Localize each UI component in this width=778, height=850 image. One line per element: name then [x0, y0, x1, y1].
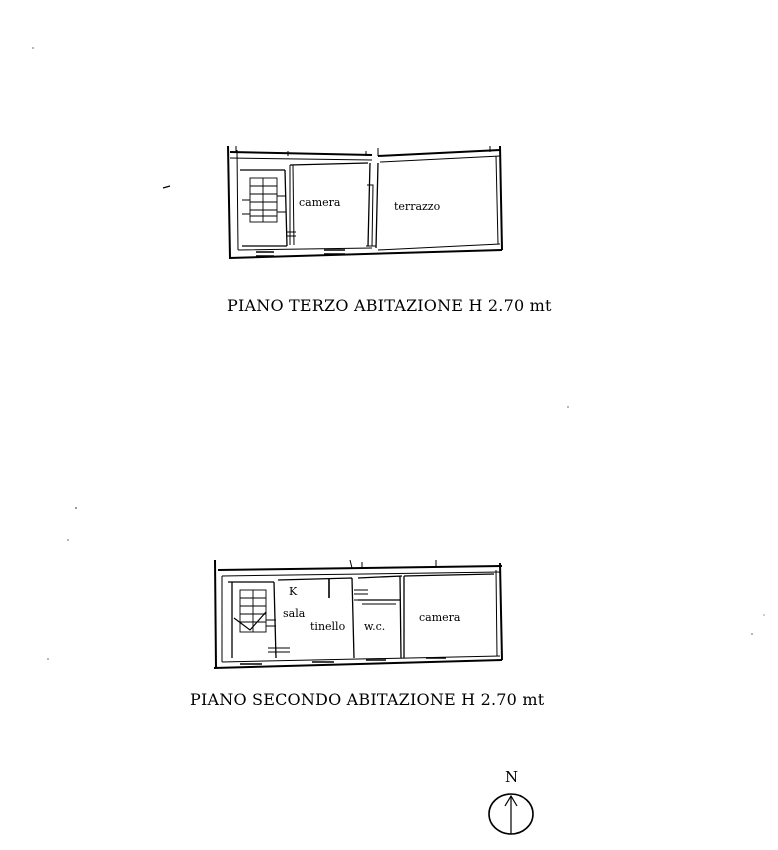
third-floor-stairs: [242, 178, 286, 222]
room-label-k: K: [289, 585, 298, 598]
north-label: N: [505, 768, 519, 786]
third-floor-caption: PIANO TERZO ABITAZIONE H 2.70 mt: [227, 296, 552, 315]
room-label-terrazzo: terrazzo: [394, 200, 441, 213]
room-label-camera-third: camera: [299, 196, 341, 209]
room-label-tinello: tinello: [310, 620, 346, 633]
north-arrow-icon: [489, 794, 533, 834]
room-label-wc: w.c.: [364, 620, 386, 633]
north-compass: [489, 768, 533, 834]
third-floor-plan: [228, 146, 502, 258]
room-label-camera-second: camera: [419, 611, 461, 624]
room-label-sala: sala: [283, 607, 306, 620]
second-floor-caption: PIANO SECONDO ABITAZIONE H 2.70 mt: [190, 690, 545, 709]
second-floor-stairs: [234, 590, 276, 632]
